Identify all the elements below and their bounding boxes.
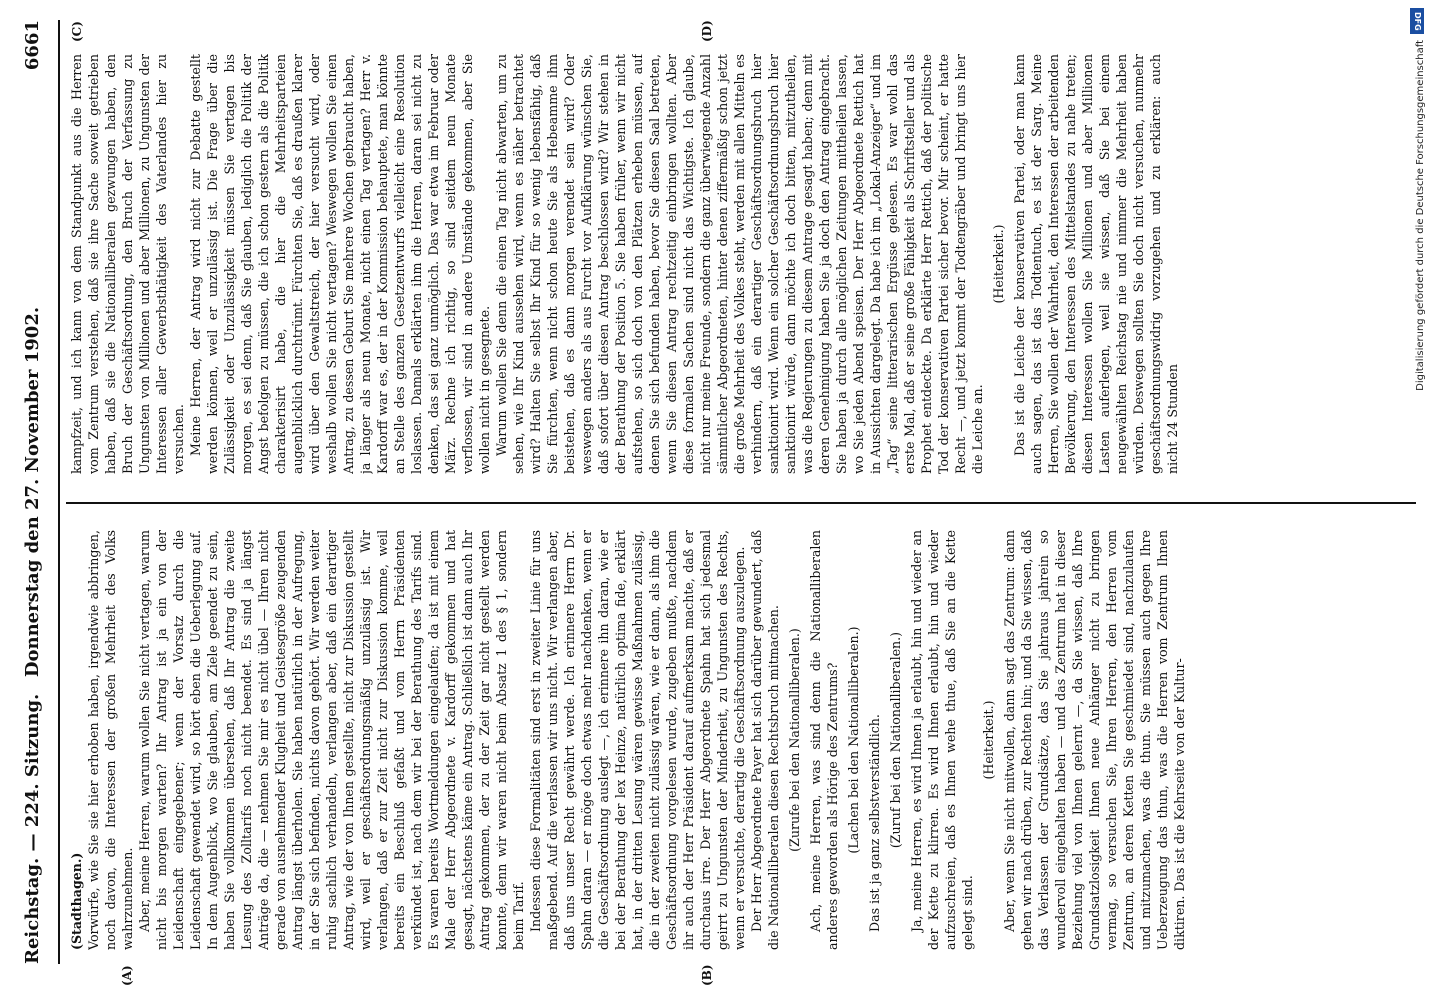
paragraph: Meine Herren, der Antrag wird nicht zur Debatte gestellt werden können, weil er unzulässig ist. Die Frage über die Zulässigkeit oder Unzulässigkeit müssen Sie vertagen bis morgen, es sei denn, daß Sie glauben, lediglich die Politik der Angst befolgen zu müssen, die ich schon gestern als die Politik charakterisirt habe, die hier die Mehrheitsparteien augenblicklich durchtrümt. Fürchten Sie, daß es draußen klarer wird über den Gewaltstreich, der hier versucht wird, oder weshalb wollen Sie nicht vertagen? Weswegen wollen Sie einen Antrag, zu dessen Geburt Sie mehrere Wochen gebraucht haben, ja länger als neun Monate, nicht einen Tag vertagen? Herr v. Kardorff war es, der in der Kommission behauptete, man könnte an Stelle des ganzen Gesetzentwurfs vielleicht eine Resolution loslassen. Damals erklärten ihm die Herren, daran sei nicht zu denken, das sei ganz unmöglich. Das war etwa im Februar oder März. Rechne ich richtig, so sind seitdem neun Monate verflossen, wir sind in andere Umstände gekommen, aber Sie wollen nicht in gesegnete. (188, 54, 492, 474)
paragraph: Ach, meine Herren, was sind denn die Nationalliberalen anderes geworden als Hörige des Zentrums? (808, 530, 840, 950)
digitization-strip (1400, 0, 1434, 1000)
paragraph: kampfzeit, und ich kann von dem Standpunkt aus die Herren vom Zentrum verstehen, daß sie ihre Sache soweit getrieben haben, daß sie die Nationalliberalen gezwungen haben, den Bruch der Geschäftsordnung, den Bruch der Verfassung zu Ungunsten von Millionen und aber Millionen, zu Ungunsten der Interessen aller Gewerbsthätigkeit des Vaterlandes hier zu versuchen. (69, 54, 186, 474)
paragraph: Aber, meine Herren, warum wollen Sie nicht vertagen, warum nicht bis morgen warten? Ihr Antrag ist ja ein von der Leidenschaft eingegebener; wenn der Vorsatz durch die Leidenschaft gewendet wird, so hört eben die Ueberlegung auf. In dem Augenblick, wo Sie glauben, am Ziele geendet zu sein, haben Sie vollkommen übersehen, daß Ihr Antrag die zweite Lesung des Zolltarifs noch nicht beendet. Es sind ja längst Anträge da, die — nehmen Sie mir es nicht übel — Ihren nicht gerade von ausnehmender Klugheit und Geistesgröße zeugenden Antrag längst überholen. Sie haben natürlich in der Aufregung, in der Sie sich befinden, nichts davon gehört. Wir werden weiter ruhig sachlich verhandeln, verlangen aber, daß ein derartiger Antrag, wie der von Ihnen gestellte, nicht zur Diskussion gestellt wird, weil er geschäftsordnungsmäßig unzulässig ist. Wir verlangen, daß er zur Zeit nicht zur Diskussion komme, weil bereits ein Beschluß gefaßt und vom Herrn Präsidenten verkündet ist, nach dem wir bei der Berathung des Tarifs sind. Es waren bereits Wortmeldungen eingelaufen; da ist mit einem Male der Herr Abgeordnete v. Kardorff gekommen und hat gesagt, nächstens käme ein Antrag. Schließlich ist dann auch Ihr Antrag gekommen, der zu der Zeit gar nicht gestellt werden konnte, denn wir waren nicht beim Absatz 1 des § 1, sondern beim Tarif. (137, 530, 526, 950)
interjection: (Zurufe bei den Nationalliberalen.) (787, 628, 802, 852)
text-column-left (68, 530, 1418, 950)
header-title: Reichstag. — 224. Sitzung. (22, 693, 43, 964)
interjection: (Heiterkeit.) (981, 700, 996, 780)
dfg-logo: DFG (1410, 8, 1424, 34)
header-date: Donnerstag den 27. November 1902. (22, 306, 43, 678)
paragraph: Aber, wenn Sie nicht mitwollen, dann sagt das Zentrum: dann gehen wir nach drüben, zur Rechten hin; und da Sie wissen, daß das Verlassen der Grundsätze, das Sie jahraus jahrein so wundervoll eingehalten haben — und das Zentrum hat in dieser Beziehung viel von Ihnen gelernt —, da Sie wissen, daß Ihre Grundsatzlosigkeit Ihnen neue Anhänger nicht zu bringen vermag, so versuchen Sie, Ihren Herren, den Herren vom Zentrum, an deren Ketten Sie geschmiedet sind, nachzulaufen und mitzumachen, was die thun. Sie müssen auch gegen Ihre Ueberzeugung das thun, was die Herren vom Zentrum Ihnen diktiren. Das ist die Kehrseite von der Kultur- (1002, 530, 1187, 950)
interjection: (Lachen bei den Nationalliberalen.) (846, 626, 861, 854)
interjection: (Zuruf bei den Nationalliberalen.) (888, 631, 903, 849)
paragraph: Vorwürfe, wie Sie sie hier erhoben haben, irgendwie abbringen, noch davon, die Interessen der großen Mehrheit des Volks wahrzunehmen. (86, 530, 135, 950)
paragraph: Das ist die Leiche der konservativen Partei, oder man kann auch sagen, das ist das Todtentuch, es ist der Sarg. Meine Herren, Sie wollen der Wahrheit, den Interessen der arbeitenden Bevölkerung, den Interessen des Mittelstandes zu nahe treten; diesen Interessen wollen Sie Millionen und aber Millionen Lasten auferlegen, weil sie wissen, daß Sie bei einem neugewählten Reichstag nie und nimmer die Mehrheit haben würden. Deswegen sollten Sie doch nicht versuchen, nunmehr geschäftsordnungswidrig vorzugehen und zu erklären: auch nicht 24 Stunden (1012, 54, 1180, 474)
paragraph: Der Herr Abgeordnete Payer hat sich darüber gewundert, daß die Nationalliberalen diesen Rechtsbruch mitmachen. (749, 530, 781, 950)
text-column-right (68, 54, 1418, 474)
paragraph: Indessen diese Formalitäten sind erst in zweiter Linie für uns maßgebend. Auf die verlassen wir uns nicht. Wir verlangen aber, daß uns unser Recht gewährt werde. Ich erinnere Herrn Dr. Spahn daran — er möge doch etwas mehr nachdenken, wenn er die Geschäftsordnung auslegt —, ich erinnere ihn daran, wie er bei der Berathung der lex Heinze, natürlich optima fide, erklärt hat, in der dritten Lesung wären gewisse Maßnahmen zulässig, die in der zweiten nicht zulässig wären, wie er dann, als ihm die Geschäftsordnung vorgelesen wurde, zugeben mußte, nachdem ihr auch der Herr Präsident darauf aufmerksam machte, daß er durchaus irre. Der Herr Abgeordnete Spahn hat sich jedesmal geirrt zu Ungunsten der Minderheit, zu Ungunsten des Rechts, wenn er versuchte, derartig die Geschäftsordnung auszulegen. (528, 530, 747, 950)
margin-marker-a: (A) (120, 965, 134, 986)
margin-marker-c: (C) (70, 21, 84, 42)
header-rule (58, 20, 60, 964)
margin-marker-b: (B) (700, 964, 714, 986)
paragraph: Ja, meine Herren, es wird Ihnen ja erlaubt, hin und wieder an der Kette zu klirren. Es wird Ihnen erlaubt, hin und wieder aufzuschreien, daß es Ihnen wehe thue, daß Sie an die Kette gelegt sind. (909, 530, 975, 950)
column-divider (66, 502, 1416, 504)
interjection: (Heiterkeit.) (991, 224, 1006, 304)
paragraph: Warum wollen Sie denn die einen Tag nicht abwarten, um zu sehen, wie Ihr Kind aussehen wird, wenn es näher betrachtet wird? Halten Sie selbst Ihr Kind für so wenig lebensfähig, daß Sie fürchten, wenn nicht schon heute Sie als Hebeamme ihm beistehen, daß es dann morgen verendet sein wird? Oder weswegen anders als aus Furcht vor Aufklärung wünschen Sie, daß sofort über diesen Antrag beschlossen wird? Wir stehen in der Berathung der Position 5. Sie haben früher, wenn wir nicht aufstehen, so sich doch von den Plätzen erheben müssen, auf denen Sie sich befunden haben, bevor Sie diesen Saal betreten, wenn Sie diesen Antrag rechtzeitig einbringen wollten. Aber diese formalen Sachen sind nicht das Wichtigste. Ich glaube, nicht nur meine Freunde, sondern die ganz überwiegende Anzahl sämmtlicher Abgeordneten, hinter denen ziffermäßig schon jetzt die große Mehrheit des Volkes steht, werden mit allen Mitteln es verhindern, daß ein derartiger Geschäftsordnungsbruch hier sanktionirt wird. Wenn ein solcher Geschäftsordnungsbruch hier sanktionirt würde, dann möchte ich doch bitten, mitzutheilen, was die Regierungen zu diesem Antrage gesagt haben; denn mit deren Genehmigung haben Sie ja doch den Antrag eingebracht. Sie haben ja durch alle möglichen Zeitungen mittheilen lassen, wo Sie jeden Abend speisen. Der Herr Abgeordnete Rettich hat in Aussichten dargelegt. Da habe ich im „Lokal-Anzeiger“ und im „Tag“ seine litterarischen Ergüsse gelesen. Es war wohl das erste Mal, daß er seine große Fähigkeit als Schriftsteller und als Prophet entdeckte. Da erklärte Herr Rettich, daß der politische Tod der konservativen Partei sicher bevor. Mir scheint, er hatte Recht —, und jetzt kommt der Todtengräber und bringt uns hier die Leiche an. (494, 54, 985, 474)
page-number: 6661 (22, 20, 43, 71)
page-header (16, 20, 54, 964)
speaker-tag: (Stadthagen.) (69, 852, 84, 950)
digitization-credit: Digitalisierung gefördert durch die Deutsche Forschungsgemeinschaft (1415, 40, 1426, 391)
margin-marker-d: (D) (700, 20, 714, 42)
paragraph: Das ist ja ganz selbstverständlich. (867, 714, 882, 932)
